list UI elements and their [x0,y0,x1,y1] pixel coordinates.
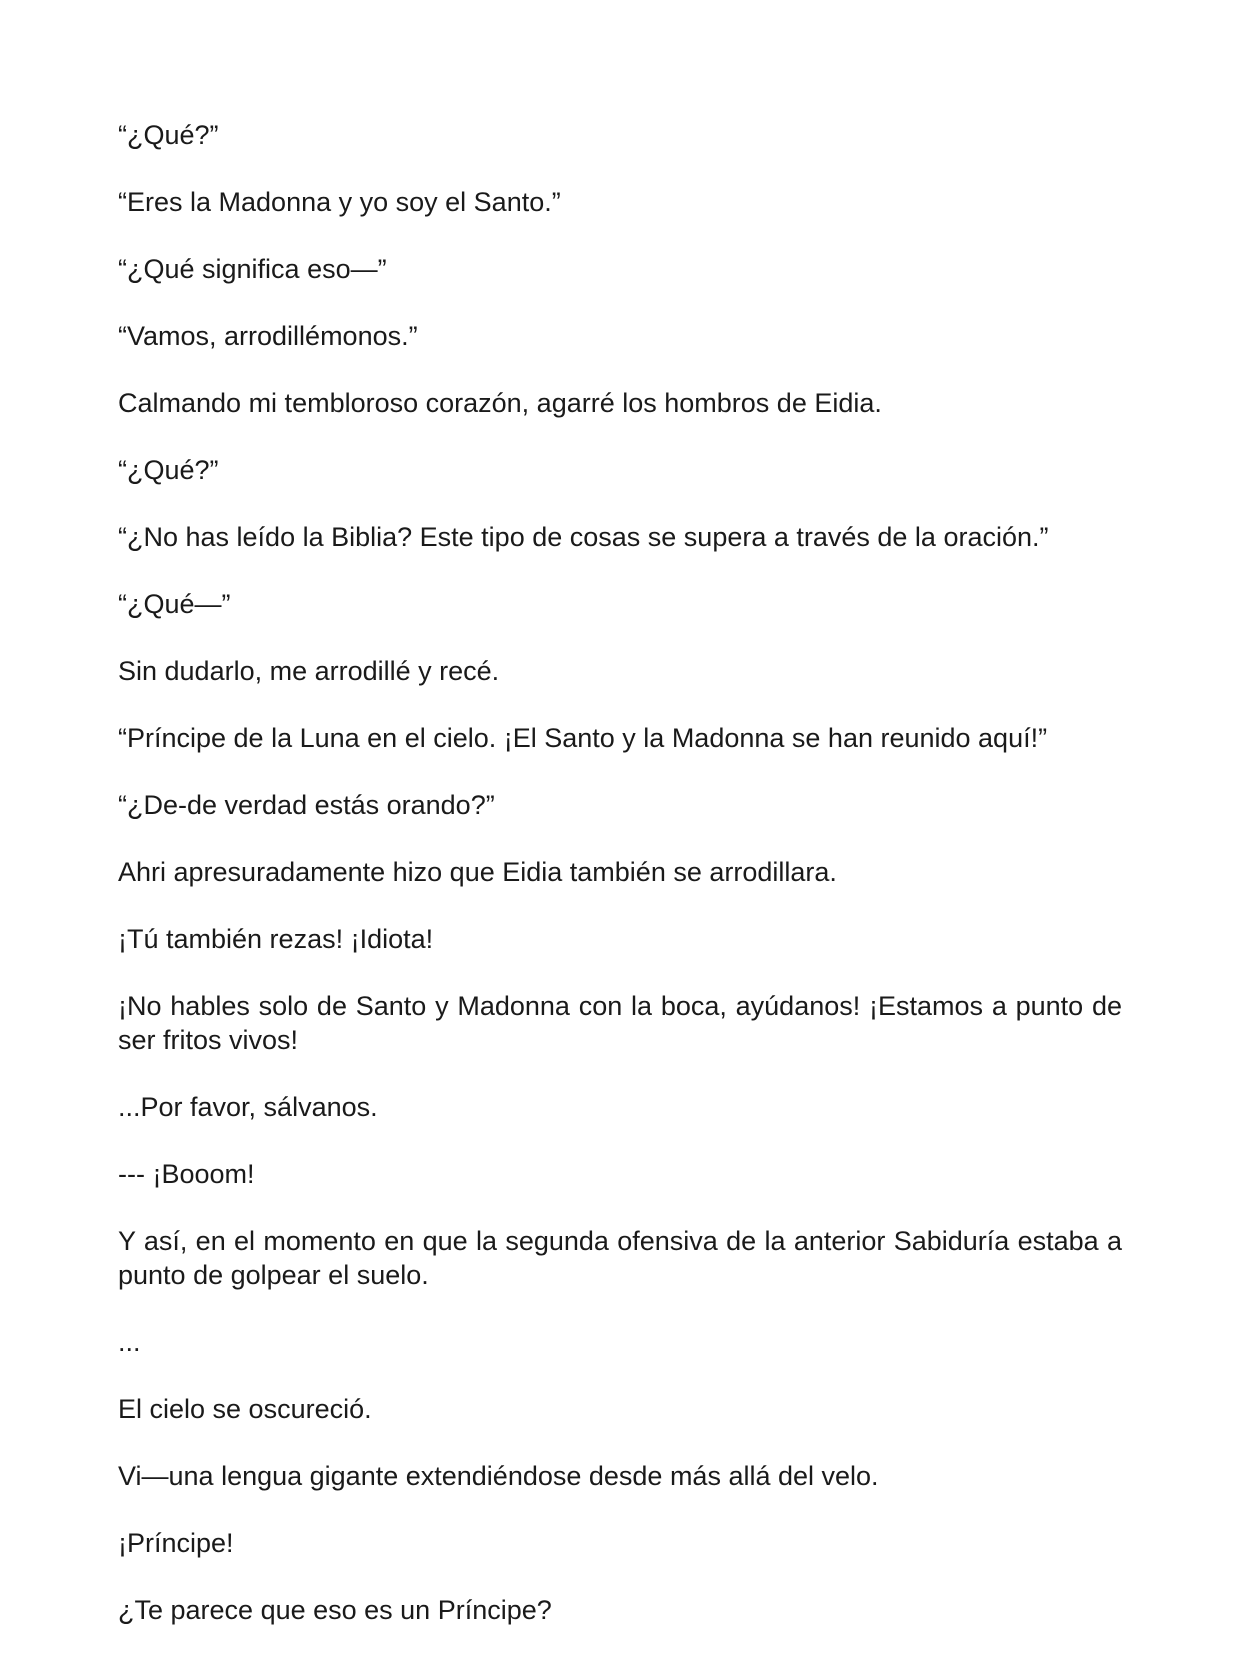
paragraph: Calmando mi tembloroso corazón, agarré los hombros de Eidia. [118,388,882,418]
paragraph: ¡Príncipe! [118,1528,234,1558]
paragraph: “¿Qué significa eso—” [118,254,387,284]
paragraph: “¿De-de verdad estás orando?” [118,790,495,820]
paragraph: ...Por favor, sálvanos. [118,1092,378,1122]
paragraph: ¿Te parece que eso es un Príncipe? [118,1595,552,1625]
paragraph: Vi—una lengua gigante extendiéndose desde más allá del velo. [118,1461,879,1491]
document-body [118,118,1122,1660]
paragraph: El cielo se oscureció. [118,1394,372,1424]
paragraph: “¿No has leído la Biblia? Este tipo de cosas se supera a través de la oración.” [118,522,1049,552]
paragraph: Y así, en el momento en que la segunda ofensiva de la anterior Sabiduría estaba a punto de golpear el suelo. [118,1226,1122,1290]
paragraph: “¿Qué?” [118,455,219,485]
paragraph: “Príncipe de la Luna en el cielo. ¡El Santo y la Madonna se han reunido aquí!” [118,723,1048,753]
paragraph: Sin dudarlo, me arrodillé y recé. [118,656,500,686]
paragraph: --- ¡Booom! [118,1159,255,1189]
paragraph: ¡No hables solo de Santo y Madonna con la boca, ayúdanos! ¡Estamos a punto de ser fritos vivos! [118,991,1122,1055]
paragraph: “Eres la Madonna y yo soy el Santo.” [118,187,561,217]
paragraph: “¿Qué?” [118,120,219,150]
paragraph: Ahri apresuradamente hizo que Eidia también se arrodillara. [118,857,837,887]
paragraph: ... [118,1327,141,1357]
paragraph: ¡Tú también rezas! ¡Idiota! [118,924,434,954]
paragraph: “¿Qué—” [118,589,231,619]
paragraph: “Vamos, arrodillémonos.” [118,321,418,351]
